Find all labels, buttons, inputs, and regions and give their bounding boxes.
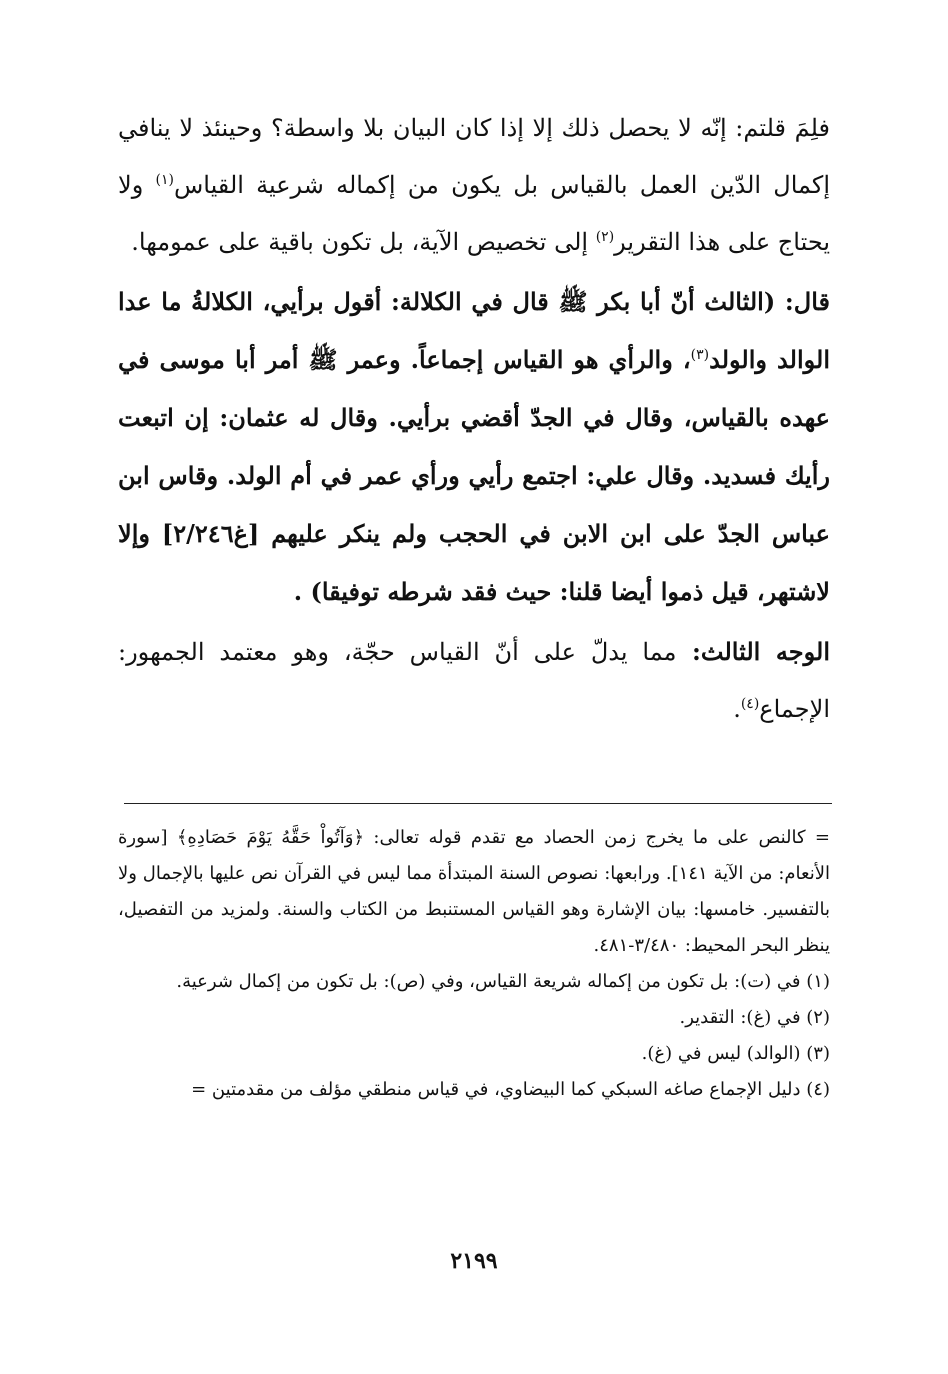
- paragraph-2-label: قال:: [775, 287, 830, 316]
- footnote-ref-4: (٤): [740, 696, 760, 712]
- footnote-4: (٤) دليل الإجماع صاغه السبكي كما البيضاوي، في قياس منطقي مؤلف من مقدمتين =: [191, 1079, 830, 1100]
- main-text: [118, 100, 830, 738]
- footnote-separator: [124, 803, 832, 804]
- footnotes: [118, 820, 830, 1108]
- paragraph-3-label: الوجه الثالث:: [676, 637, 830, 666]
- paragraph-3: [118, 623, 830, 738]
- footnote-ref-2: (٢): [595, 229, 615, 245]
- page-number: ٢١٩٩: [450, 1248, 498, 1274]
- paragraph-1-text-2: ولا يحتاج على هذا التقرير: [118, 171, 830, 256]
- footnote-continuation: = كالنص على ما يخرج زمن الحصاد مع تقدم قوله تعالى: ﴿وَآتُواْ حَقَّهُ يَوْمَ حَصَادِهِ﴾ [سورة الأنعام: من الآية ١٤١]. ورابعها: نصوص السنة المبتدأة مما ليس في القرآن نص عليها بالإجمال ولا بالتفسير. خامسها: بيان الإشارة وهو القياس المستنبط من الكتاب والسنة. ولمزيد من التفصيل، ينظر البحر المحيط: ٣/٤٨٠-٤٨١.: [118, 827, 830, 956]
- paragraph-3-end: .: [733, 695, 741, 723]
- footnote-2: (٢) في (غ): التقدير.: [679, 1007, 830, 1028]
- footnote-1: (١) في (ت): بل تكون من إكماله شريعة القياس، وفي (ص): بل تكون من إكمال شرعية.: [176, 971, 830, 992]
- footnote-ref-3: (٣): [690, 347, 710, 363]
- paragraph-2-quote: (الثالث أنّ أبا بكر ﷺ قال في الكلالة: أقول برأيي، الكلالةُ ما عدا الوالد والولد: [118, 287, 830, 374]
- paragraph-2: [118, 273, 830, 621]
- paragraph-1-text: فلِمَ قلتم: إنّه لا يحصل ذلك إلا إذا كان البيان بلا واسطة؟ وحينئذ لا ينافي إكمال الدّين العمل بالقياس بل يكون من إكماله شرعية القياس: [118, 114, 831, 199]
- footnote-3: (٣) (الوالد) ليس في (غ).: [641, 1043, 830, 1064]
- footnote-ref-1: (١): [155, 172, 174, 188]
- paragraph-2-quote-2: ، والرأي هو القياس إجماعاً. وعمر ﷺ أمر أبا موسى في عهده بالقياس، وقال في الجدّ أقضي برأيي. وقال له عثمان: إن اتبعت رأيك فسديد. وقال علي: اجتمع رأيي ورأي عمر في أم الولد. وقاس ابن عباس الجدّ على ابن الابن في الحجب ولم ينكر عليهم [غ٢/٢٤٦] وإلا لاشتهر، قيل ذموا أيضا قلنا: حيث فقد شرطه توفيقا) .: [118, 345, 830, 606]
- paragraph-1-text-3: إلى تخصيص الآية، بل تكون باقية على عمومها.: [131, 228, 596, 256]
- paragraph-3-text: مما يدلّ على أنّ القياس حجّة، وهو معتمد الجمهور: الإجماع: [118, 638, 830, 723]
- paragraph-1: [118, 100, 830, 271]
